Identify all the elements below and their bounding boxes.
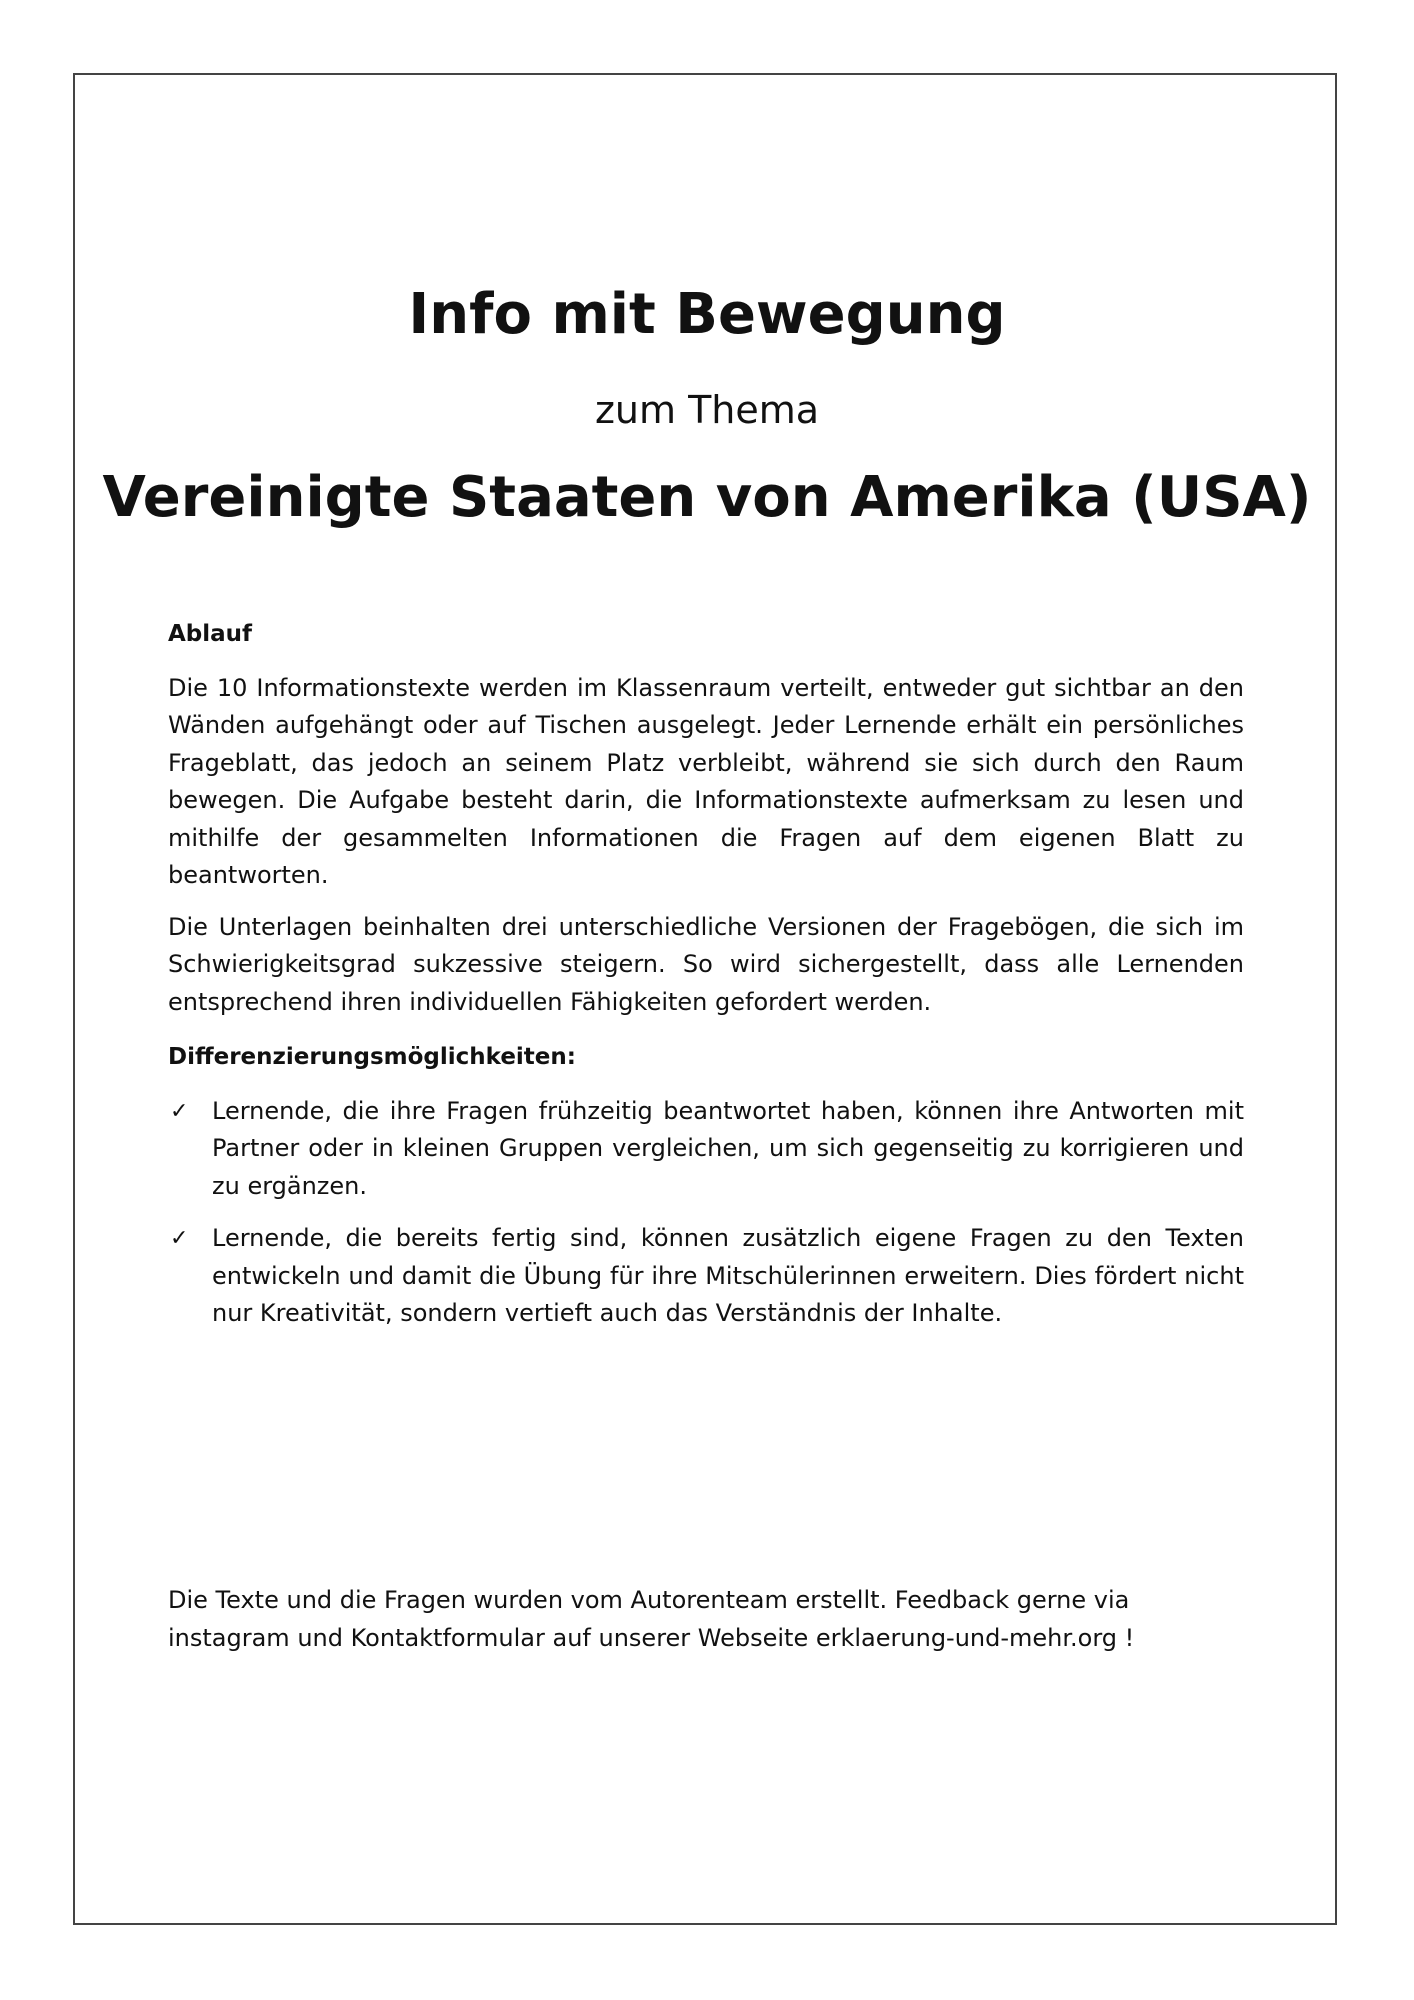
section-heading-differenzierung: Differenzierungsmöglichkeiten: <box>168 1044 576 1070</box>
list-item-text: Lernende, die ihre Fragen frühzeitig beantwortet haben, können ihre Antworten mit Partner oder in kleinen Gruppen vergleichen, um sich gegenseitig zu korrigieren und zu ergänzen. <box>212 1096 1244 1200</box>
list-item <box>168 1093 1244 1206</box>
main-content <box>168 616 1244 1348</box>
topic-title: Vereinigte Staaten von Amerika (USA) <box>102 465 1312 530</box>
footer-line: Die Texte und die Fragen wurden vom Autorenteam erstellt. Feedback gerne via <box>168 1586 1130 1614</box>
ablauf-paragraph: Die 10 Informationstexte werden im Klassenraum verteilt, entweder gut sichtbar an den Wänden aufgehängt oder auf Tischen ausgelegt. Jeder Lernende erhält ein persönliches Frageblatt, das jedoch an seinem Platz verbleibt, während sie sich durch den Raum bewegen. Die Aufgabe besteht darin, die Informationstexte aufmerksam zu lesen und mithilfe der gesammelten Informationen die Fragen auf dem eigenen Blatt zu beantworten. <box>168 673 1244 889</box>
differenzierung-list <box>168 1093 1244 1333</box>
checkmark-icon: ✓ <box>170 1226 189 1251</box>
ablauf-paragraph: Die Unterlagen beinhalten drei unterschiedliche Versionen der Fragebögen, die sich im Schwierigkeitsgrad sukzessive steigern. So wird sichergestellt, dass alle Lernenden entsprechend ihren individuellen Fähigkeiten gefordert werden. <box>168 912 1244 1016</box>
page-title: Info mit Bewegung <box>408 282 1006 347</box>
list-item-text: Lernende, die bereits fertig sind, können zusätzlich eigene Fragen zu den Texten entwickeln und damit die Übung für ihre Mitschülerinnen erweitern. Dies fördert nicht nur Kreativität, sondern vertieft auch das Verständnis der Inhalte. <box>212 1224 1244 1327</box>
checkmark-icon: ✓ <box>170 1098 189 1124</box>
footer-line: instagram und Kontaktformular auf unserer Webseite erklaerung-und-mehr.org ! <box>168 1623 1135 1652</box>
section-heading-ablauf: Ablauf <box>168 621 253 647</box>
page-subtitle: zum Thema <box>594 388 820 432</box>
footer-note <box>168 1582 1244 1657</box>
list-item <box>168 1220 1244 1333</box>
